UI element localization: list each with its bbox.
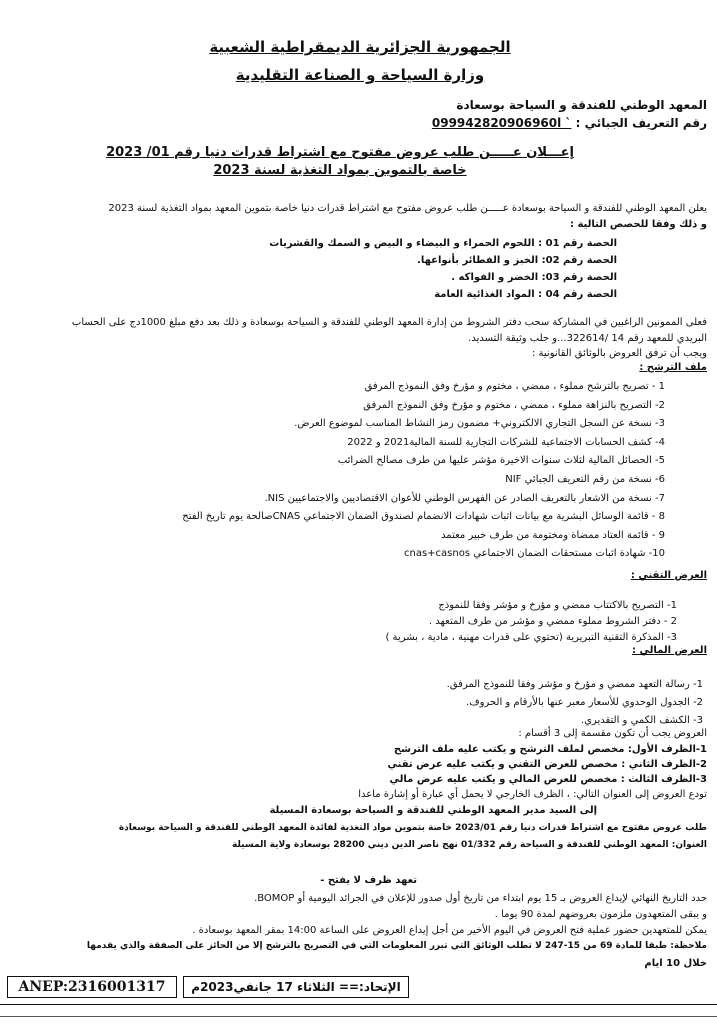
bottom-divider-2 [0, 1016, 717, 1017]
deadline-line-1: حدد التاريخ النهائي لإيداع العروض بـ 15 يوم ابتداء من تاريخ أول صدور للإعلان في الجرائد اليومية أو BOMOP. [254, 893, 707, 904]
intro-line-1: يعلن المعهد الوطني للفندقة و السياحة بوسعادة عـــــن طلب عروض مفتوح مع اشتراط قدرات دنيا خاصة بتموين المعهد بمواد التغذية لسنة 2023 [108, 203, 707, 214]
financial-list [447, 676, 703, 730]
list-item: 1 - تصريح بالترشح مملوء ، ممضي ، مختوم و مؤرخ وفق النموذج المرفق [364, 381, 665, 392]
list-item: 7- نسخة من الاشعار بالتعريف الصادر عن الفهرس الوطني للأعوان الاقتصاديين والاجتماعيين NIS. [264, 492, 665, 504]
ministry-heading: وزارة السياحة و الصناعة التقليدية [235, 66, 485, 84]
technical-list [385, 598, 677, 646]
conditions-line-1: فعلى الممونين الراغبين في المشاركة سحب دفتر الشروط من إدارة المعهد الوطني للفندقة و السياحة بوسعادة و ذلك بعد دفع مبلغ 1000دج على الحساب [71, 317, 707, 328]
envelopes-intro: العروض يجب أن تكون مقسمة إلى 3 أقسام : [518, 728, 707, 739]
lot-item: الحصة رقم 02: الخبز و الفطائر بأنواعها. [417, 255, 617, 266]
list-item: 3- نسخة عن السجل التجاري الالكتروني+ مضمون رمز النشاط المناسب لموضوع العرض. [294, 418, 665, 430]
list-item: 1- التصريح بالاكتتاب ممضي و مؤرخ و مؤشر وفقا للنموذج [438, 600, 677, 611]
nif-value: 099942820906960l ` [431, 116, 572, 130]
deposit-line: تودع العروض إلى العنوان التالي: ، الظرف الخارجي لا يحمل أي عبارة أو إشارة ماعدا [358, 789, 707, 800]
lot-item: الحصة رقم 01 : اللحوم الحمراء و البيضاء و البيض و السمك والقشريات [269, 238, 617, 249]
notice-title: إعـــلان عـــــن طلب عروض مفتوح مع اشتراط قدرات دنيا رقم 01/ 2023 [106, 145, 574, 160]
nif-label: رقم التعريف الجبائي : [575, 116, 707, 130]
list-item: 1- رسالة التعهد ممضي و مؤرخ و مؤشر وفقا للنموذج المرفق. [446, 679, 703, 690]
list-item: 3- الكشف الكمي و التقديري. [580, 715, 703, 726]
anep-code-box [7, 976, 177, 998]
lot-item: الحصة رقم 03: الخضر و الفواكه . [451, 272, 617, 283]
intro-line-2: و ذلك وفقا للحصص التالية : [570, 219, 707, 230]
list-item: 10- شهادة اثبات مستحقات الضمان الاجتماعي cnas+casnos [404, 548, 665, 560]
reference-line: طلب عروض مفتوح مع اشتراط قدرات دنيا رقم 2023/01 خاصة بتموين مواد التغذية لفائدة المعهد الوطني للفندقة و السياحة بوسعادة [118, 823, 707, 833]
nif-line [432, 116, 707, 130]
addressee-line: إلى السيد مدير المعهد الوطني للفندقة و السياحة بوسعادة المسيلة [269, 805, 597, 816]
conditions-line-3: ويجب أن ترفق العروض بالوثائق القانونية : [532, 348, 707, 359]
list-item: 2- التصريح بالنزاهة مملوء ، ممضي ، مختوم و مؤرخ وفق النموذج المرفق [363, 399, 665, 411]
financial-heading: العرض المالي : [632, 645, 707, 656]
list-item: 2- الجدول الوحدوي للأسعار معبر عنها بالأرقام و الحروف. [466, 697, 703, 708]
deadline-line-3: يمكن للمتعهدين حضور عملية فتح العروض في اليوم الأخير من أجل إيداع العروض على الساعة 14:00 بمقر المعهد بوسعادة . [192, 925, 707, 936]
list-item: 2 - دفتر الشروط مملوء ممضي و مؤشر من طرف المتعهد . [428, 616, 677, 627]
technical-heading: العرض التقني : [630, 570, 707, 581]
candidature-heading: ملف الترشح : [639, 362, 707, 373]
list-item: 8 - قائمة الوسائل البشرية مع بيانات اثبات شهادات الانضمام لصندوق الضمان الاجتماعي CNASصالحة يوم تاريخ الفتح [182, 511, 665, 523]
list-item: 5- الحصائل المالية لثلاث سنوات الاخيرة مؤشر عليها من طرف مصالح الضرائب [337, 455, 665, 467]
anep-code: ANEP:2316001317 [18, 979, 166, 995]
lots-list [269, 235, 617, 303]
list-item: 3- المذكرة التقنية التبريرية (تحتوي على قدرات مهنية ، مادية ، بشرية ) [385, 632, 677, 643]
newspaper-date: الإتحاد:== الثلاثاء 17 جانفي2023م [191, 980, 401, 994]
notice-subtitle: خاصة بالتموين بمواد التغذية لسنة 2023 [213, 163, 467, 178]
list-item: 3-الظرف الثالث : مخصص للعرض المالي و يكتب عليه عرض مالي [389, 774, 707, 785]
republic-heading: الجمهورية الجزائرية الديمقراطية الشعبية [209, 38, 511, 56]
candidature-list [182, 378, 665, 564]
list-item: 2-الظرف الثاني : مخصص للعرض التقني و يكتب عليه عرض تقني [387, 759, 707, 770]
list-item: 6- نسخة من رقم التعريف الجبائي NIF [505, 473, 665, 485]
do-not-open-line: تعهد ظرف لا يفتح - [320, 875, 417, 886]
lot-item: الحصة رقم 04 : المواد الغذائية العامة [434, 289, 617, 300]
newspaper-box [183, 976, 409, 998]
note-line-2: خلال 10 ايام [644, 958, 707, 969]
address-line: العنوان: المعهد الوطني للفندقة و السياحة رقم 01/332 نهج ناصر الدين ديني 28200 بوسعادة ولاية المسيلة [232, 840, 707, 850]
deadline-line-2: و يبقى المتعهدون ملزمون بعروضهم لمدة 90 يوما . [494, 909, 707, 920]
bottom-divider [0, 1004, 717, 1005]
institution-name: المعهد الوطني للفندقة و السياحة بوسعادة [456, 98, 707, 112]
list-item: 9 - قائمة العتاد ممضاة ومختومة من طرف خبير معتمد [441, 529, 665, 541]
conditions-line-2: البريدي للمعهد رقم 14 /322614...و جلب وثيقة التسديد. [468, 333, 707, 344]
note-line-1: ملاحظة: طبقا للمادة 69 من 15-247 لا تطلب الوثائق التي تبرر المعلومات التي في التصريح بالترشح إلا من الحائز على الصفقة والذي يقدمها [86, 941, 707, 951]
list-item: 1-الظرف الأول: مخصص لملف الترشح و يكتب عليه ملف الترشح [393, 744, 707, 755]
list-item: 4- كشف الحسابات الاجتماعية للشركات التجارية للسنة المالية2021 و 2022 [347, 436, 665, 448]
envelopes-list [388, 742, 707, 787]
